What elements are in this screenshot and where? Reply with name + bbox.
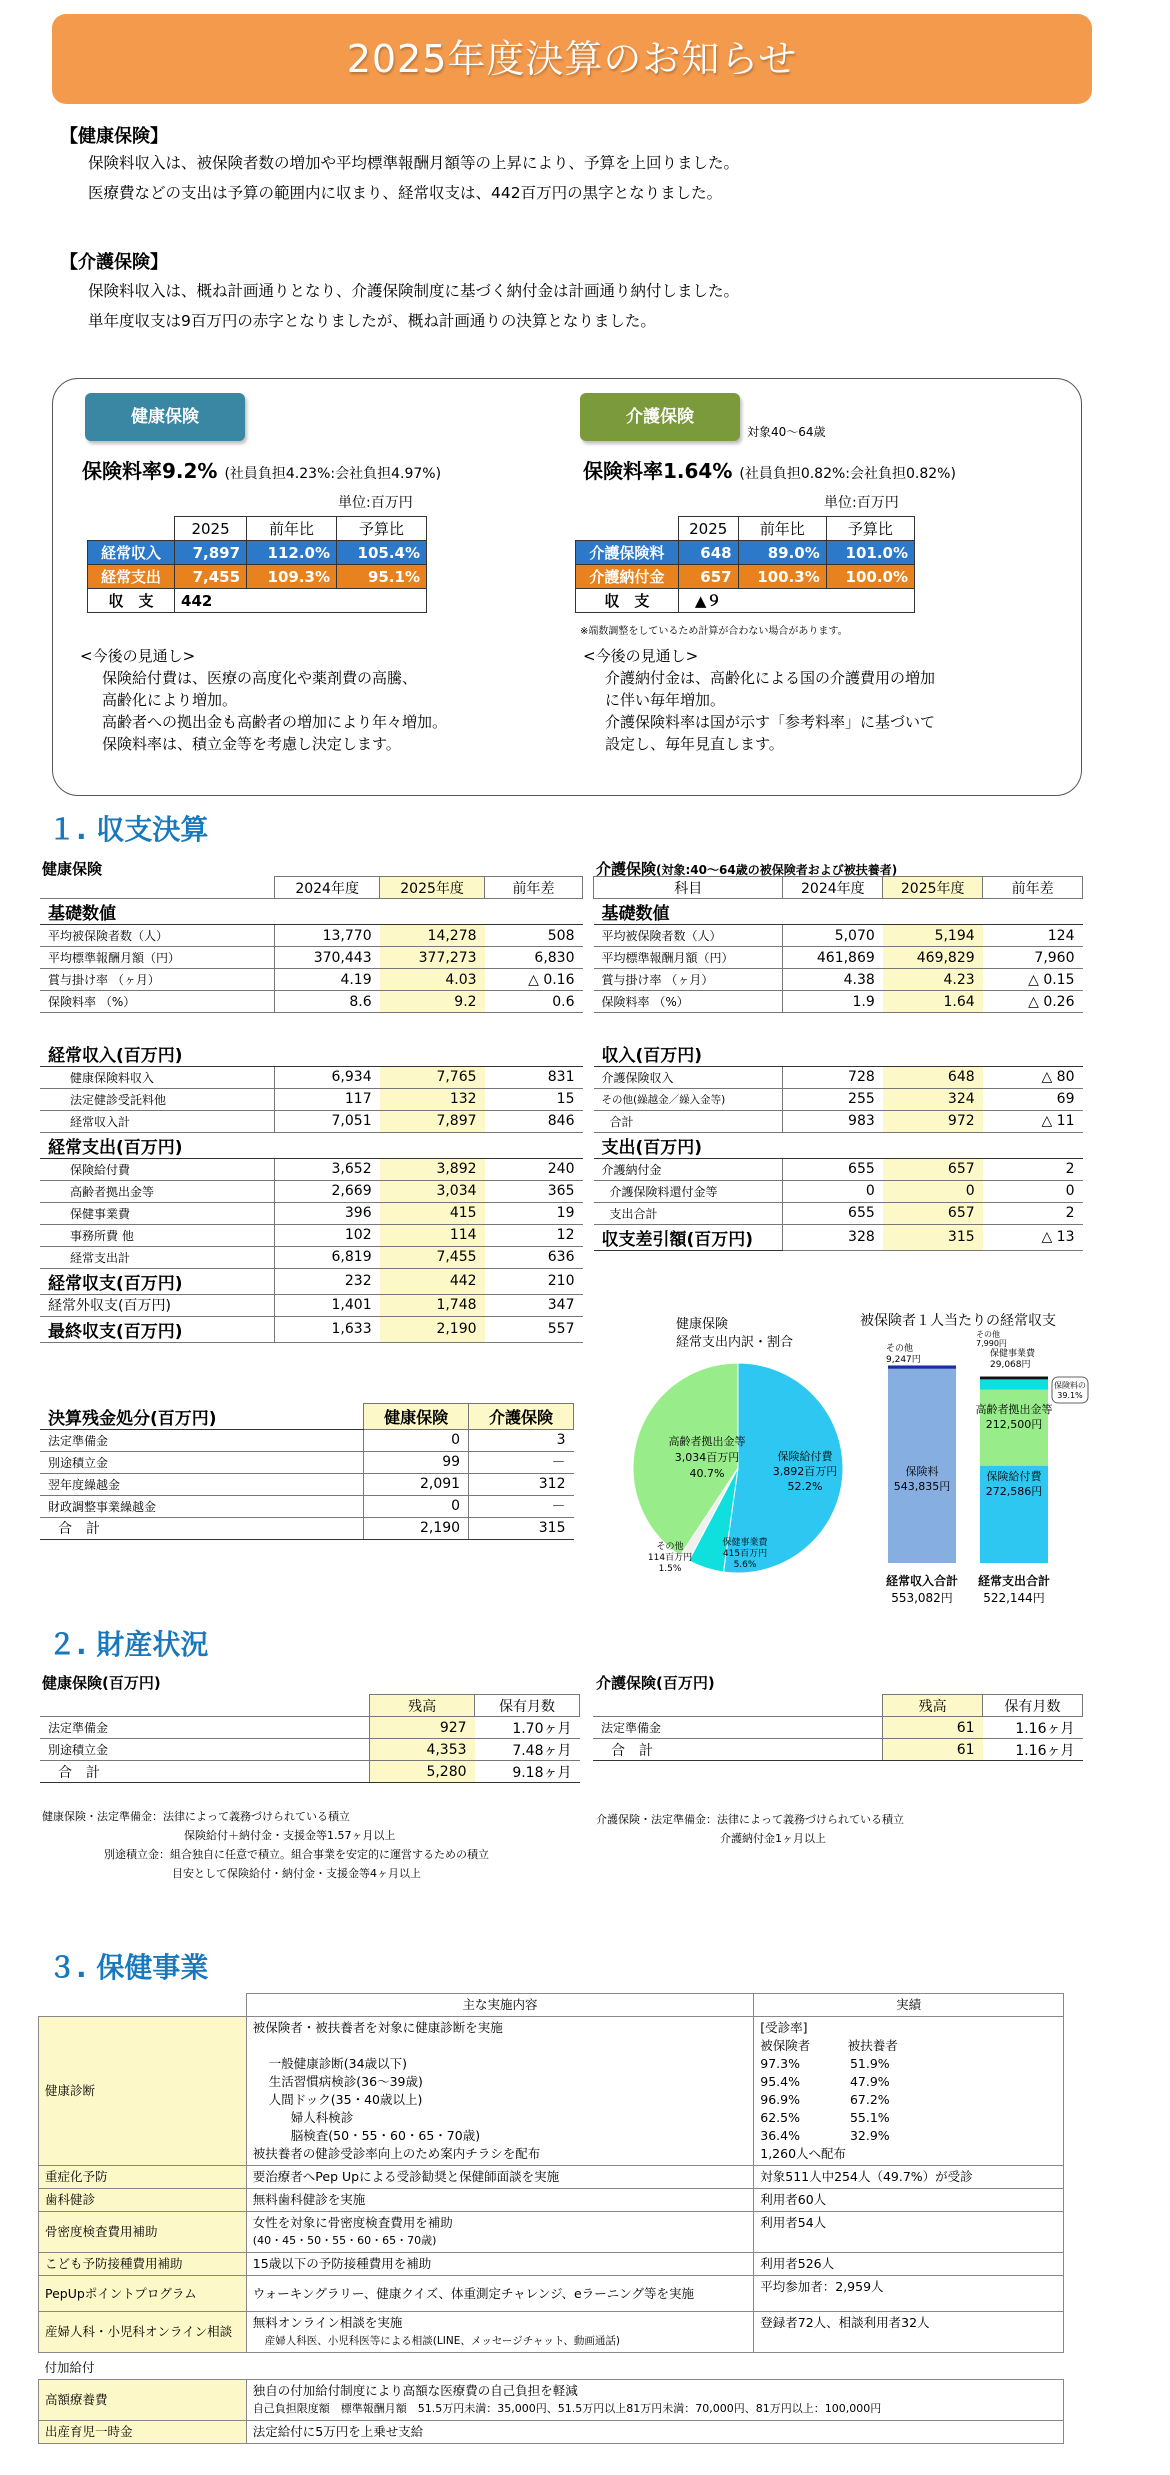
bar-koreisha-label: 高齢者拠出金等 <box>975 1403 1053 1416</box>
kaigo-target: 対象40～64歳 <box>747 425 826 439</box>
surplus-table: 決算残金処分(百万円) 健康保険 介護保険 法定準備金 0 3 別途積立金 99 － 翌年度繰越金 2,091 312 財政調整事業繰越金 0 － 合 計 2,190 315 <box>40 1403 574 1540</box>
z2-notes: 介護保険・法定準備金：法律によって義務づけられている積立 介護納付金1ヶ月以上 <box>596 1813 904 1845</box>
bar-hokenryo-label: 保険料 <box>905 1465 939 1478</box>
program-row: こども予防接種費用補助 15歳以下の予防接種費用を補助 利用者526人 <box>39 2253 1064 2276</box>
pie-label-kyufu-1: 保険給付費 <box>777 1450 833 1463</box>
program-row: PepUpポイントプログラム ウォーキングラリー、健康クイズ、体重測定チャレンジ、eラーニング等を実施 平均参加者：2,959人 <box>39 2276 1064 2312</box>
bar-exp-other-value: 7,990円 <box>976 1339 1007 1348</box>
bar-cat-income: 経常収入合計 <box>885 1574 959 1588</box>
kenpo-tag: 健康保険 <box>85 393 245 441</box>
kaigo-rate: 保険料率1.64% (社員負担0.82%:会社負担0.82%) <box>583 459 956 483</box>
kaigo-assets-table: 残高 保有月数 法定準備金 61 1.16ヶ月 合 計 61 1.16ヶ月 <box>593 1694 1083 1761</box>
pie-label-hoken-3: 5.6% <box>733 1560 757 1570</box>
bar-kyufu-label: 保険給付費 <box>986 1470 1042 1483</box>
section-1-heading: １. 収支決算 <box>48 813 209 846</box>
k1-title: 健康保険 <box>42 860 103 878</box>
pie-title: 健康保険 経常支出内訳・割合 <box>676 1317 794 1350</box>
bar-income-other-value: 9,247円 <box>886 1355 921 1365</box>
section-2-heading: ２. 財産状況 <box>48 1628 209 1661</box>
program-row: 骨密度検査費用補助 女性を対象に骨密度検査費用を補助 (40・45・50・55・60・65・70歳) 利用者54人 <box>39 2212 1064 2253</box>
bar-callout-2: 39.1% <box>1057 1391 1083 1400</box>
z1-title: 健康保険(百万円) <box>42 1674 161 1692</box>
kaigo-summary-table: 2025 前年比 予算比 介護保険料 648 89.0% 101.0% 介護納付金 657 100.3% 100.0% 収 支 ▲９ <box>575 516 915 613</box>
kenpo-assets-table: 残高 保有月数 法定準備金 927 1.70ヶ月 別途積立金 4,353 7.48ヶ月 合 計 5,280 9.18ヶ月 <box>40 1694 580 1783</box>
kenpo-outlook: <今後の見通し> 保険給付費は、医療の高度化や薬剤費の高騰、 高齢化により増加。 高齢者への拠出金も高齢者の増加により年々増加。 保険料率は、積立金等を考慮し決定します。 <box>80 647 448 753</box>
k2-title: 介護保険(対象:40～64歳の被保険者および被扶養者) <box>596 860 898 878</box>
bar-title: 被保険者１人当たりの経常収支 <box>860 1313 1056 1329</box>
bar-callout-1: 保険料の <box>1054 1381 1086 1390</box>
bar-cat-expense: 経常支出合計 <box>977 1574 1051 1588</box>
pie-label-hoken-1: 保健事業費 <box>722 1538 768 1548</box>
z1-notes: 健康保険・法定準備金：法律によって義務づけられている積立 保険給付＋納付金・支援金等1.57ヶ月以上 別途積立金：組合独自に任意で積立。組合事業を安定的に運営するための積立 目安として保険給付・納付金・支援金等4ヶ月以上 <box>42 1810 489 1880</box>
page-title: 2025年度決算のお知らせ <box>52 14 1092 104</box>
kaigo-outlook: <今後の見通し> 介護納付金は、高齢化による国の介護費用の増加 に伴い毎年増加。 介護保険料率は国が示す「参考料率」に基づいて 設定し、毎年見直します。 <box>583 647 936 753</box>
bar-koreisha-value: 212,500円 <box>985 1418 1043 1431</box>
bar-hoken-value: 29,068円 <box>990 1360 1031 1370</box>
bar-income-other-label: その他 <box>886 1344 914 1354</box>
bar-chart <box>880 1325 1090 1610</box>
kenpo-unit: 単位:百万円 <box>338 495 413 511</box>
kenpo-paragraph-2: 医療費などの支出は予算の範囲内に収まり、経常収支は、442百万円の黒字となりました。 <box>88 184 723 202</box>
programs-table: 主な実施内容 実績 健康診断 被保険者・被扶養者を対象に健康診断を実施 一般健康診断(34歳以下) 生活習慣病検診(36～39歳) 人間ドック(35・40歳以上) 婦人科検診 脳検査(50・55・60・65・70歳) 被扶養者の健診受診率向上のため案内チラシを配布 [受診率] 被保険者 被扶養者 97.3% 51.9% 95.4% 47.9% 96.9% 67.2% 62.5% 55.1% 36.4% 32.9% 1,260人へ配布 重症化予防 要治療者へPep Upによる受診勧奨と保健師面談を実施 対象511人中254人（49.7%）が受診 歯科健診 無料歯科健診を実施 利用者60人 骨密度検査費用補助 女性を対象に骨密度検査費用を補助 (40・45・50・55・60・65・70歳) 利用者54人 こども予防接種費用補助 15歳以下の予防接種費用を補助 利用者526人 PepUpポイントプログラム ウォーキングラリー、健康クイズ、体重測定チャレンジ、eラーニング等を実施 平均参加者：2,959人 産婦人科・小児科オンライン相談 無料オンライン相談を実施 産婦人科医、小児科医等による相談(LINE、メッセージチャット、動画通話) 登録者72人、相談利用者32人 付加給付 高額療養費 独自の付加給付制度により高額な医療費の自己負担を軽減 自己負担限度額 標準報酬月額 51.5万円未満：35,000円、51.5万円以上81万円未満：70,000円、81万円以上：100,000円 出産育児一時金 法定給付に5万円を上乗せ支給 <box>38 1993 1064 2444</box>
kaigo-paragraph-2: 単年度収支は9百万円の赤字となりましたが、概ね計画通りの決算となりました。 <box>88 312 656 330</box>
kaigo-unit: 単位:百万円 <box>824 495 899 511</box>
pie-label-other-2: 114百万円 <box>647 1553 693 1563</box>
pie-label-kyufu-3: 52.2% <box>787 1480 823 1493</box>
kaigo-heading: 【介護保険】 <box>60 252 168 273</box>
kenpo-finance-table: 2024年度 2025年度 前年差 基礎数値 平均被保険者数（人） 13,770 14,278 508 平均標準報酬月額（円） 370,443 377,273 6,830 賞与掛け率 （ヶ月） 4.19 4.03 △ 0.16 保険料率 （%） 8.6 9.2 0.6 経常収入(百万円) 健康保険料収入 6,934 7,765 831 法定健診受託料他 117 132 15 経常収入計 7,051 7,897 846 経常支出(百万円) 保険給付費 3,652 3,892 240 高齢者拠出金等 2,669 3,034 365 保健事業費 396 415 19 事務所費 他 102 114 12 経常支出計 6,819 7,455 636 経常収支(百万円) 232 442 210 経常外収支(百万円) 1,401 1,748 347 最終収支(百万円) 1,633 2,190 557 <box>40 876 583 1343</box>
pie-label-koreisha-1: 高齢者拠出金等 <box>668 1435 746 1448</box>
pie-label-koreisha-2: 3,034百万円 <box>674 1451 740 1464</box>
program-row: 重症化予防 要治療者へPep Upによる受診勧奨と保健師面談を実施 対象511人中254人（49.7%）が受診 <box>39 2166 1064 2189</box>
bar-total-income: 553,082円 <box>891 1591 953 1605</box>
kaigo-finance-table: 科目 2024年度 2025年度 前年差 基礎数値 平均被保険者数（人） 5,070 5,194 124 平均標準報酬月額（円） 461,869 469,829 7,960 賞与掛け率 （ヶ月） 4.38 4.23 △ 0.15 保険料率 （%） 1.9 1.64 △ 0.26 収入(百万円) 介護保険収入 728 648 △ 80 その他(繰越金／繰入金等) 255 324 69 合計 983 972 △ 11 支出(百万円) 介護納付金 655 657 2 介護保険料還付金等 0 0 0 支出合計 655 657 2 収支差引額(百万円) 328 315 △ 13 <box>593 876 1083 1251</box>
kaigo-tag: 介護保険 <box>580 393 740 441</box>
pie-label-other-1: その他 <box>656 1542 684 1552</box>
bar-expense-segment-2 <box>980 1379 1048 1389</box>
pie-label-other-3: 1.5% <box>658 1564 682 1574</box>
program-row: 出産育児一時金 法定給付に5万円を上乗せ支給 <box>39 2421 1064 2444</box>
section-3-heading: ３. 保健事業 <box>48 1951 209 1984</box>
bar-income-segment-1 <box>888 1365 956 1368</box>
program-row: 健康診断 被保険者・被扶養者を対象に健康診断を実施 一般健康診断(34歳以下) 生活習慣病検診(36～39歳) 人間ドック(35・40歳以上) 婦人科検診 脳検査(50・55・60・65・70歳) 被扶養者の健診受診率向上のため案内チラシを配布 [受診率] 被保険者 被扶養者 97.3% 51.9% 95.4% 47.9% 96.9% 67.2% 62.5% 55.1% 36.4% 32.9% 1,260人へ配布 <box>39 2017 1064 2166</box>
pie-label-koreisha-3: 40.7% <box>689 1467 725 1480</box>
z2-title: 介護保険(百万円) <box>596 1674 715 1692</box>
kenpo-heading: 【健康保険】 <box>60 126 168 147</box>
kenpo-paragraph-1: 保険料収入は、被保険者数の増加や平均標準報酬月額等の上昇により、予算を上回りました。 <box>88 154 740 172</box>
kaigo-paragraph-1: 保険料収入は、概ね計画通りとなり、介護保険制度に基づく納付金は計画通り納付しました。 <box>88 282 740 300</box>
pie-label-hoken-2: 415百万円 <box>722 1549 768 1559</box>
program-row: 歯科健診 無料歯科健診を実施 利用者60人 <box>39 2189 1064 2212</box>
bar-hokenryo-value: 543,835円 <box>893 1480 951 1493</box>
pie-chart <box>610 1340 900 1590</box>
kenpo-rate: 保険料率9.2% (社員負担4.23%:会社負担4.97%) <box>82 459 442 483</box>
program-row: 産婦人科・小児科オンライン相談 無料オンライン相談を実施 産婦人科医、小児科医等による相談(LINE、メッセージチャット、動画通話) 登録者72人、相談利用者32人 <box>39 2312 1064 2353</box>
kenpo-summary-table: 2025 前年比 予算比 経常収入 7,897 112.0% 105.4% 経常支出 7,455 109.3% 95.1% 収 支 442 <box>87 516 427 613</box>
bar-total-expense: 522,144円 <box>983 1591 1045 1605</box>
pie-label-kyufu-2: 3,892百万円 <box>772 1465 838 1478</box>
kaigo-rounding-note: ※端数調整をしているため計算が合わない場合があります。 <box>580 626 848 637</box>
bar-hoken-label: 保健事業費 <box>990 1349 1036 1359</box>
bar-kyufu-value: 272,586円 <box>985 1485 1043 1498</box>
bar-expense-segment-3 <box>980 1377 1048 1380</box>
bar-exp-other-label: その他 <box>976 1330 1000 1339</box>
program-row: 高額療養費 独自の付加給付制度により高額な医療費の自己負担を軽減 自己負担限度額 標準報酬月額 51.5万円未満：35,000円、51.5万円以上81万円未満：70,000円、81万円以上：100,000円 <box>39 2380 1064 2421</box>
